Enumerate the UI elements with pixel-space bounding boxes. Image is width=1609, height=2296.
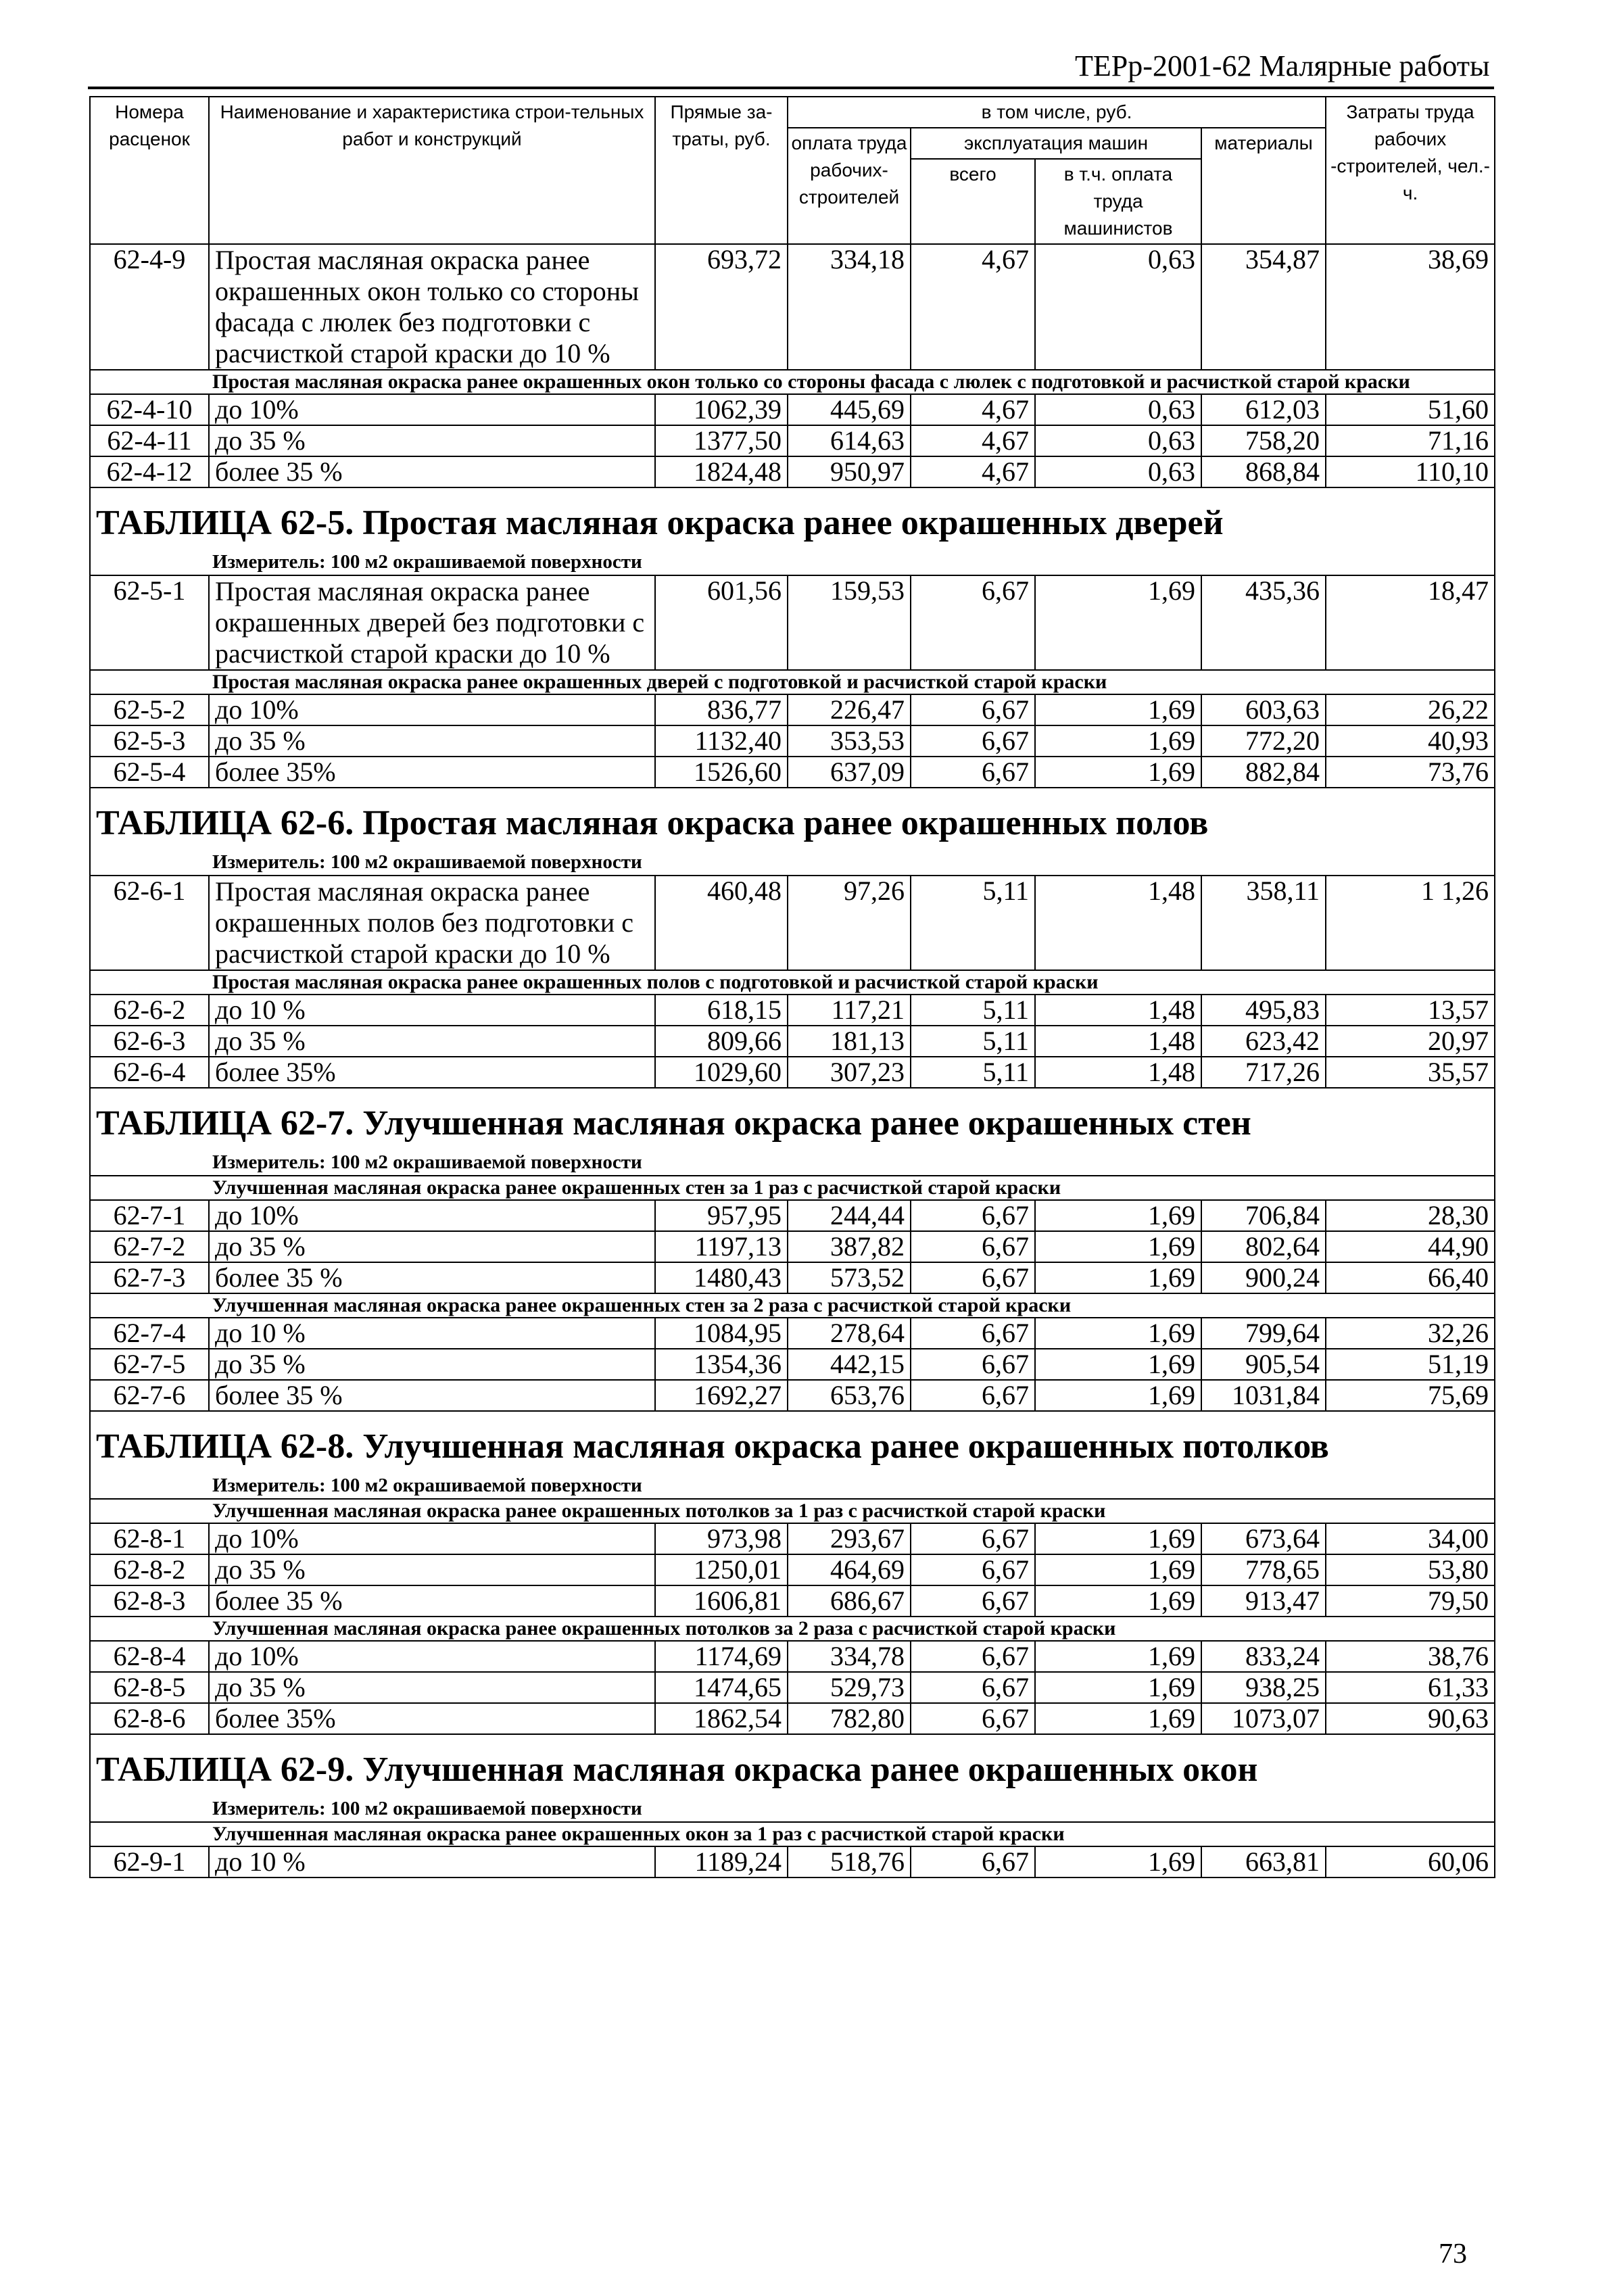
cell-materials: 900,24 xyxy=(1201,1262,1326,1293)
cell-mach-labor: 1,69 xyxy=(1035,1200,1201,1231)
rate-code: 62-6-4 xyxy=(90,1057,209,1088)
cell-direct: 1480,43 xyxy=(655,1262,788,1293)
cell-mach-labor: 1,69 xyxy=(1035,1380,1201,1411)
rate-code: 62-7-2 xyxy=(90,1231,209,1262)
cell-materials: 706,84 xyxy=(1201,1200,1326,1231)
cell-labor: 159,53 xyxy=(788,575,911,670)
cell-hours: 61,33 xyxy=(1326,1672,1495,1703)
work-name: до 35 % xyxy=(209,1026,655,1057)
cell-mach: 5,11 xyxy=(911,995,1035,1026)
header-rule xyxy=(88,87,1494,89)
cell-mach: 6,67 xyxy=(911,725,1035,757)
cell-labor: 614,63 xyxy=(788,425,911,456)
cell-hours: 18,47 xyxy=(1326,575,1495,670)
cell-labor: 518,76 xyxy=(788,1846,911,1878)
cell-direct: 809,66 xyxy=(655,1026,788,1057)
table-row xyxy=(90,1703,1495,1734)
cell-materials: 778,65 xyxy=(1201,1554,1326,1585)
table-row xyxy=(90,425,1495,456)
cell-hours: 51,60 xyxy=(1326,394,1495,425)
rate-code: 62-6-3 xyxy=(90,1026,209,1057)
cell-materials: 495,83 xyxy=(1201,995,1326,1026)
table-row xyxy=(90,1672,1495,1703)
cell-direct: 618,15 xyxy=(655,995,788,1026)
table-row xyxy=(90,1200,1495,1231)
group-title: Улучшенная масляная окраска ранее окрашенных окон за 1 раз с расчисткой старой краски xyxy=(90,1822,1495,1846)
table-row xyxy=(90,1026,1495,1057)
work-name: Простая масляная окраска ранее окрашенных полов без подготовки с расчисткой старой краски до 10 % xyxy=(209,876,655,970)
group-title: Улучшенная масляная окраска ранее окрашенных потолков за 2 раза с расчисткой старой краски xyxy=(90,1617,1495,1641)
cell-mach: 6,67 xyxy=(911,1380,1035,1411)
table-row xyxy=(90,995,1495,1026)
cell-mach-labor: 1,69 xyxy=(1035,725,1201,757)
cell-mach-labor: 1,69 xyxy=(1035,575,1201,670)
work-name: до 35 % xyxy=(209,1554,655,1585)
work-name: более 35% xyxy=(209,1703,655,1734)
cell-hours: 51,19 xyxy=(1326,1349,1495,1380)
cell-mach: 5,11 xyxy=(911,1057,1035,1088)
cell-mach-labor: 1,48 xyxy=(1035,876,1201,970)
group-title-row xyxy=(90,1293,1495,1318)
measure-unit: Измеритель: 100 м2 окрашиваемой поверхности xyxy=(90,849,1495,876)
group-title-row xyxy=(90,1176,1495,1200)
cell-mach: 6,67 xyxy=(911,1262,1035,1293)
rate-code: 62-7-5 xyxy=(90,1349,209,1380)
cell-direct: 1474,65 xyxy=(655,1672,788,1703)
col-materials-header: материалы xyxy=(1201,128,1326,244)
cell-hours: 38,69 xyxy=(1326,244,1495,370)
section-title-row xyxy=(90,1734,1495,1796)
cell-hours: 53,80 xyxy=(1326,1554,1495,1585)
cell-labor: 445,69 xyxy=(788,394,911,425)
cell-hours: 110,10 xyxy=(1326,456,1495,487)
cell-mach: 4,67 xyxy=(911,425,1035,456)
cell-hours: 40,93 xyxy=(1326,725,1495,757)
table-row xyxy=(90,725,1495,757)
table-row xyxy=(90,1231,1495,1262)
cell-mach-labor: 1,69 xyxy=(1035,1585,1201,1617)
work-name: до 10% xyxy=(209,394,655,425)
table-row xyxy=(90,1846,1495,1878)
section-title: ТАБЛИЦА 62-7. Улучшенная масляная окраска ранее окрашенных стен xyxy=(90,1088,1495,1149)
cell-labor: 782,80 xyxy=(788,1703,911,1734)
col-labor-header: оплата труда рабочих-строителей xyxy=(788,128,911,244)
work-name: более 35% xyxy=(209,1057,655,1088)
work-name: до 10% xyxy=(209,694,655,725)
rate-code: 62-8-2 xyxy=(90,1554,209,1585)
rate-code: 62-4-10 xyxy=(90,394,209,425)
cell-labor: 307,23 xyxy=(788,1057,911,1088)
table-row xyxy=(90,1057,1495,1088)
table-row xyxy=(90,456,1495,487)
cell-materials: 758,20 xyxy=(1201,425,1326,456)
cell-labor: 97,26 xyxy=(788,876,911,970)
col-direct-header: Прямые за-траты, руб. xyxy=(655,97,788,244)
table-row xyxy=(90,244,1495,370)
cell-mach: 5,11 xyxy=(911,876,1035,970)
rate-code: 62-5-1 xyxy=(90,575,209,670)
cell-mach-labor: 1,69 xyxy=(1035,1231,1201,1262)
rate-code: 62-8-3 xyxy=(90,1585,209,1617)
rate-code: 62-7-4 xyxy=(90,1318,209,1349)
cell-hours: 71,16 xyxy=(1326,425,1495,456)
cell-mach: 6,67 xyxy=(911,1523,1035,1554)
cell-mach: 6,67 xyxy=(911,1703,1035,1734)
running-header: ТЕРр-2001-62 Малярные работы xyxy=(1075,49,1490,82)
cell-labor: 442,15 xyxy=(788,1349,911,1380)
cell-materials: 772,20 xyxy=(1201,725,1326,757)
cell-materials: 1073,07 xyxy=(1201,1703,1326,1734)
group-title-row xyxy=(90,370,1495,394)
cell-direct: 693,72 xyxy=(655,244,788,370)
measure-unit: Измеритель: 100 м2 окрашиваемой поверхности xyxy=(90,1473,1495,1499)
cell-labor: 244,44 xyxy=(788,1200,911,1231)
cell-hours: 32,26 xyxy=(1326,1318,1495,1349)
work-name: до 10% xyxy=(209,1523,655,1554)
section-title-row xyxy=(90,1411,1495,1473)
rate-code: 62-8-6 xyxy=(90,1703,209,1734)
cell-materials: 603,63 xyxy=(1201,694,1326,725)
section-title: ТАБЛИЦА 62-5. Простая масляная окраска ранее окрашенных дверей xyxy=(90,487,1495,549)
measure-unit-row xyxy=(90,549,1495,575)
cell-mach: 4,67 xyxy=(911,456,1035,487)
cell-labor: 181,13 xyxy=(788,1026,911,1057)
rates-table xyxy=(89,96,1495,1878)
cell-mach-labor: 1,69 xyxy=(1035,1318,1201,1349)
group-title: Улучшенная масляная окраска ранее окрашенных стен за 2 раза с расчисткой старой краски xyxy=(90,1293,1495,1318)
cell-direct: 1174,69 xyxy=(655,1641,788,1672)
table-row xyxy=(90,1380,1495,1411)
section-title-row xyxy=(90,487,1495,549)
rate-code: 62-8-1 xyxy=(90,1523,209,1554)
cell-mach: 4,67 xyxy=(911,244,1035,370)
cell-labor: 686,67 xyxy=(788,1585,911,1617)
work-name: до 35 % xyxy=(209,1231,655,1262)
cell-hours: 66,40 xyxy=(1326,1262,1495,1293)
section-title: ТАБЛИЦА 62-9. Улучшенная масляная окраска ранее окрашенных окон xyxy=(90,1734,1495,1796)
rate-code: 62-6-2 xyxy=(90,995,209,1026)
cell-mach: 5,11 xyxy=(911,1026,1035,1057)
group-title-row xyxy=(90,1822,1495,1846)
cell-labor: 529,73 xyxy=(788,1672,911,1703)
cell-labor: 334,78 xyxy=(788,1641,911,1672)
work-name: до 10 % xyxy=(209,1846,655,1878)
cell-mach: 6,67 xyxy=(911,1349,1035,1380)
cell-materials: 833,24 xyxy=(1201,1641,1326,1672)
cell-mach: 4,67 xyxy=(911,394,1035,425)
cell-materials: 905,54 xyxy=(1201,1349,1326,1380)
cell-direct: 1250,01 xyxy=(655,1554,788,1585)
cell-direct: 1354,36 xyxy=(655,1349,788,1380)
cell-mach: 6,67 xyxy=(911,1846,1035,1878)
rate-code: 62-5-2 xyxy=(90,694,209,725)
group-title-row xyxy=(90,1617,1495,1641)
table-row xyxy=(90,1585,1495,1617)
cell-hours: 60,06 xyxy=(1326,1846,1495,1878)
cell-mach-labor: 1,69 xyxy=(1035,757,1201,788)
cell-materials: 717,26 xyxy=(1201,1057,1326,1088)
cell-direct: 836,77 xyxy=(655,694,788,725)
measure-unit-row xyxy=(90,1473,1495,1499)
cell-labor: 353,53 xyxy=(788,725,911,757)
page-number: 73 xyxy=(1439,2239,1467,2270)
cell-direct: 601,56 xyxy=(655,575,788,670)
cell-mach-labor: 1,48 xyxy=(1035,1057,1201,1088)
cell-mach-labor: 1,69 xyxy=(1035,1641,1201,1672)
cell-direct: 1132,40 xyxy=(655,725,788,757)
cell-mach: 6,67 xyxy=(911,1200,1035,1231)
section-title-row xyxy=(90,1088,1495,1149)
cell-mach-labor: 1,69 xyxy=(1035,1554,1201,1585)
work-name: до 35 % xyxy=(209,1672,655,1703)
table-row xyxy=(90,1349,1495,1380)
cell-hours: 35,57 xyxy=(1326,1057,1495,1088)
cell-mach: 6,67 xyxy=(911,575,1035,670)
cell-mach: 6,67 xyxy=(911,1554,1035,1585)
cell-materials: 435,36 xyxy=(1201,575,1326,670)
cell-materials: 1031,84 xyxy=(1201,1380,1326,1411)
work-name: до 35 % xyxy=(209,1349,655,1380)
rate-code: 62-5-4 xyxy=(90,757,209,788)
rate-code: 62-8-4 xyxy=(90,1641,209,1672)
col-machines-header: эксплуатация машин xyxy=(911,128,1201,159)
cell-mach: 6,67 xyxy=(911,1231,1035,1262)
work-name: до 10 % xyxy=(209,1318,655,1349)
work-name: более 35 % xyxy=(209,456,655,487)
cell-labor: 117,21 xyxy=(788,995,911,1026)
cell-labor: 950,97 xyxy=(788,456,911,487)
rate-code: 62-5-3 xyxy=(90,725,209,757)
work-name: более 35% xyxy=(209,757,655,788)
cell-materials: 358,11 xyxy=(1201,876,1326,970)
cell-materials: 612,03 xyxy=(1201,394,1326,425)
work-name: более 35 % xyxy=(209,1585,655,1617)
cell-direct: 1692,27 xyxy=(655,1380,788,1411)
cell-materials: 663,81 xyxy=(1201,1846,1326,1878)
rate-code: 62-7-3 xyxy=(90,1262,209,1293)
cell-hours: 79,50 xyxy=(1326,1585,1495,1617)
cell-direct: 1197,13 xyxy=(655,1231,788,1262)
rate-code: 62-8-5 xyxy=(90,1672,209,1703)
rate-code: 62-4-9 xyxy=(90,244,209,370)
table-row xyxy=(90,757,1495,788)
group-title-row xyxy=(90,1499,1495,1523)
rate-code: 62-7-1 xyxy=(90,1200,209,1231)
table-row xyxy=(90,1523,1495,1554)
group-title-row xyxy=(90,970,1495,995)
cell-mach-labor: 0,63 xyxy=(1035,456,1201,487)
cell-mach-labor: 0,63 xyxy=(1035,244,1201,370)
group-title-row xyxy=(90,670,1495,694)
cell-labor: 278,64 xyxy=(788,1318,911,1349)
table-row xyxy=(90,575,1495,670)
work-name: более 35 % xyxy=(209,1262,655,1293)
work-name: Простая масляная окраска ранее окрашенных дверей без подготовки с расчисткой старой краски до 10 % xyxy=(209,575,655,670)
work-name: до 10% xyxy=(209,1641,655,1672)
col-including-header: в том числе, руб. xyxy=(788,97,1326,128)
rate-code: 62-4-12 xyxy=(90,456,209,487)
table-row xyxy=(90,1641,1495,1672)
cell-materials: 799,64 xyxy=(1201,1318,1326,1349)
section-title-row xyxy=(90,788,1495,849)
cell-labor: 464,69 xyxy=(788,1554,911,1585)
cell-materials: 802,64 xyxy=(1201,1231,1326,1262)
cell-hours: 28,30 xyxy=(1326,1200,1495,1231)
rate-code: 62-6-1 xyxy=(90,876,209,970)
cell-materials: 623,42 xyxy=(1201,1026,1326,1057)
cell-mach: 6,67 xyxy=(911,1585,1035,1617)
cell-mach-labor: 1,69 xyxy=(1035,1523,1201,1554)
col-machines-labor-header: в т.ч. оплата труда машинистов xyxy=(1035,159,1201,244)
group-title: Простая масляная окраска ранее окрашенных дверей с подготовкой и расчисткой старой краски xyxy=(90,670,1495,694)
rate-code: 62-4-11 xyxy=(90,425,209,456)
cell-mach-labor: 1,48 xyxy=(1035,1026,1201,1057)
group-title: Улучшенная масляная окраска ранее окрашенных потолков за 1 раз с расчисткой старой краски xyxy=(90,1499,1495,1523)
table-row xyxy=(90,694,1495,725)
cell-mach: 6,67 xyxy=(911,1641,1035,1672)
cell-direct: 1062,39 xyxy=(655,394,788,425)
cell-hours: 1 1,26 xyxy=(1326,876,1495,970)
table-header-row xyxy=(90,97,1495,128)
cell-direct: 973,98 xyxy=(655,1523,788,1554)
col-hours-header: Затраты труда рабочих -строителей, чел.-ч. xyxy=(1326,97,1495,244)
table-row xyxy=(90,394,1495,425)
cell-direct: 1526,60 xyxy=(655,757,788,788)
cell-materials: 882,84 xyxy=(1201,757,1326,788)
group-title: Простая масляная окраска ранее окрашенных полов с подготовкой и расчисткой старой краски xyxy=(90,970,1495,995)
cell-direct: 460,48 xyxy=(655,876,788,970)
cell-direct: 1377,50 xyxy=(655,425,788,456)
table-row xyxy=(90,1318,1495,1349)
cell-mach-labor: 1,69 xyxy=(1035,1703,1201,1734)
work-name: до 10% xyxy=(209,1200,655,1231)
table-row xyxy=(90,1262,1495,1293)
cell-materials: 354,87 xyxy=(1201,244,1326,370)
work-name: до 35 % xyxy=(209,725,655,757)
cell-materials: 673,64 xyxy=(1201,1523,1326,1554)
measure-unit-row xyxy=(90,1149,1495,1176)
group-title: Простая масляная окраска ранее окрашенных окон только со стороны фасада с люлек с подготовкой и расчисткой старой краски xyxy=(90,370,1495,394)
measure-unit: Измеритель: 100 м2 окрашиваемой поверхности xyxy=(90,549,1495,575)
cell-mach: 6,67 xyxy=(911,757,1035,788)
cell-hours: 13,57 xyxy=(1326,995,1495,1026)
cell-hours: 26,22 xyxy=(1326,694,1495,725)
cell-labor: 293,67 xyxy=(788,1523,911,1554)
cell-direct: 1606,81 xyxy=(655,1585,788,1617)
col-code-header: Номера расценок xyxy=(90,97,209,244)
cell-materials: 868,84 xyxy=(1201,456,1326,487)
work-name: более 35 % xyxy=(209,1380,655,1411)
cell-mach-labor: 1,69 xyxy=(1035,694,1201,725)
rate-code: 62-7-6 xyxy=(90,1380,209,1411)
col-name-header: Наименование и характеристика строи-тельных работ и конструкций xyxy=(209,97,655,244)
cell-hours: 34,00 xyxy=(1326,1523,1495,1554)
cell-labor: 387,82 xyxy=(788,1231,911,1262)
work-name: до 10 % xyxy=(209,995,655,1026)
cell-hours: 38,76 xyxy=(1326,1641,1495,1672)
group-title: Улучшенная масляная окраска ранее окрашенных стен за 1 раз с расчисткой старой краски xyxy=(90,1176,1495,1200)
table-row xyxy=(90,876,1495,970)
cell-direct: 1084,95 xyxy=(655,1318,788,1349)
cell-hours: 44,90 xyxy=(1326,1231,1495,1262)
measure-unit-row xyxy=(90,1796,1495,1822)
cell-hours: 73,76 xyxy=(1326,757,1495,788)
cell-labor: 573,52 xyxy=(788,1262,911,1293)
cell-materials: 913,47 xyxy=(1201,1585,1326,1617)
table-row xyxy=(90,1554,1495,1585)
cell-mach: 6,67 xyxy=(911,694,1035,725)
cell-mach-labor: 0,63 xyxy=(1035,394,1201,425)
cell-direct: 1862,54 xyxy=(655,1703,788,1734)
section-title: ТАБЛИЦА 62-6. Простая масляная окраска ранее окрашенных полов xyxy=(90,788,1495,849)
cell-mach-labor: 1,69 xyxy=(1035,1672,1201,1703)
cell-labor: 226,47 xyxy=(788,694,911,725)
cell-labor: 334,18 xyxy=(788,244,911,370)
cell-mach-labor: 1,48 xyxy=(1035,995,1201,1026)
col-machines-total-header: всего xyxy=(911,159,1035,244)
cell-hours: 90,63 xyxy=(1326,1703,1495,1734)
cell-mach-labor: 0,63 xyxy=(1035,425,1201,456)
measure-unit-row xyxy=(90,849,1495,876)
work-name: до 35 % xyxy=(209,425,655,456)
cell-direct: 1189,24 xyxy=(655,1846,788,1878)
section-title: ТАБЛИЦА 62-8. Улучшенная масляная окраска ранее окрашенных потолков xyxy=(90,1411,1495,1473)
cell-direct: 957,95 xyxy=(655,1200,788,1231)
work-name: Простая масляная окраска ранее окрашенных окон только со стороны фасада с люлек без подготовки с расчисткой старой краски до 10 % xyxy=(209,244,655,370)
cell-hours: 75,69 xyxy=(1326,1380,1495,1411)
cell-labor: 637,09 xyxy=(788,757,911,788)
rate-code: 62-9-1 xyxy=(90,1846,209,1878)
measure-unit: Измеритель: 100 м2 окрашиваемой поверхности xyxy=(90,1149,1495,1176)
measure-unit: Измеритель: 100 м2 окрашиваемой поверхности xyxy=(90,1796,1495,1822)
cell-mach-labor: 1,69 xyxy=(1035,1349,1201,1380)
cell-hours: 20,97 xyxy=(1326,1026,1495,1057)
cell-labor: 653,76 xyxy=(788,1380,911,1411)
cell-direct: 1824,48 xyxy=(655,456,788,487)
cell-mach: 6,67 xyxy=(911,1672,1035,1703)
cell-mach-labor: 1,69 xyxy=(1035,1262,1201,1293)
cell-direct: 1029,60 xyxy=(655,1057,788,1088)
cell-materials: 938,25 xyxy=(1201,1672,1326,1703)
cell-mach-labor: 1,69 xyxy=(1035,1846,1201,1878)
cell-mach: 6,67 xyxy=(911,1318,1035,1349)
